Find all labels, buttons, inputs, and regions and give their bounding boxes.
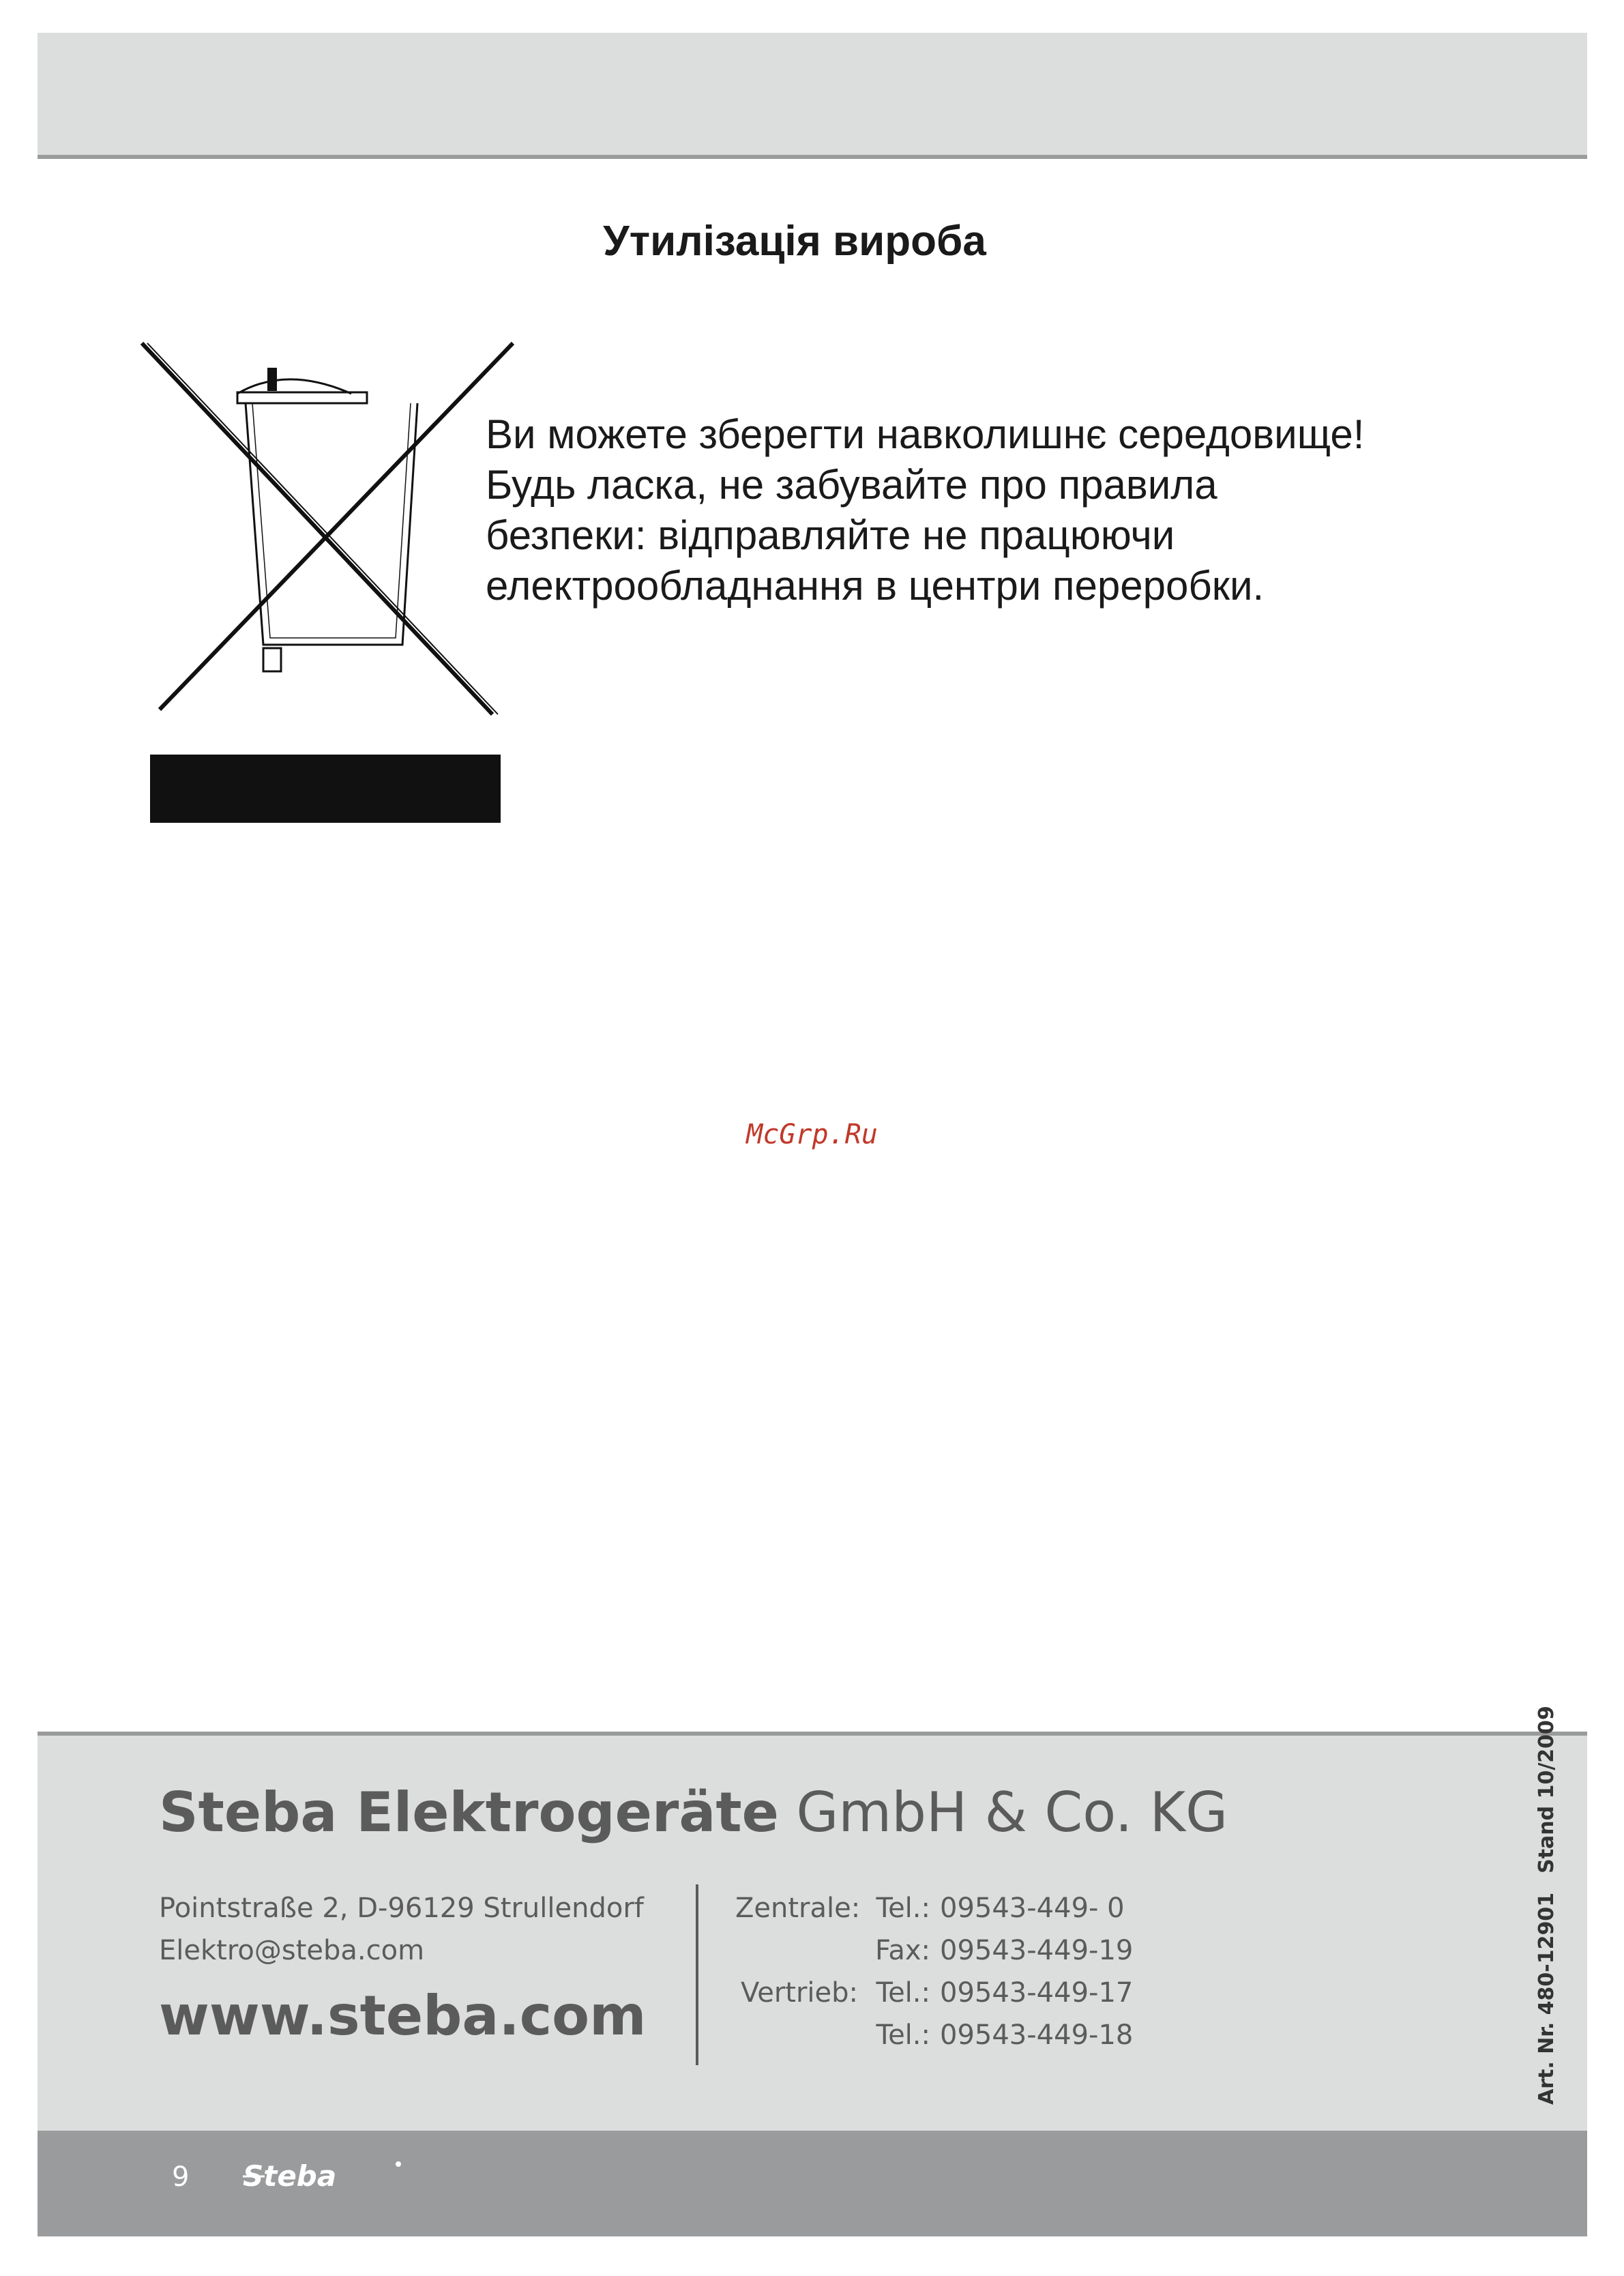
page-number: 9 (172, 2161, 190, 2193)
notice-line: електрообладнання в центри переробки. (486, 563, 1265, 609)
page-title: Утилізація вироба (603, 218, 986, 265)
weee-marking-bar (150, 755, 501, 823)
street-address: Pointstraße 2, D-96129 Strullendorf (159, 1893, 644, 1924)
contact-kind: Tel.: (876, 1977, 930, 2009)
contact-row (735, 1887, 1133, 1929)
contact-row (735, 1929, 1133, 1972)
brand-wordmark: Steba (243, 2159, 337, 2193)
email-link[interactable]: Elektro@steba.com (159, 1935, 425, 1966)
contact-label: Vertrieb: (740, 1977, 858, 2009)
fax-number: 09543-449-19 (940, 1935, 1134, 1966)
footer-divider (696, 1884, 698, 2065)
notice-line: Ви можете зберегти навколишнє середовище! (486, 411, 1365, 457)
notice-line: безпеки: відправляйте не працюючи (486, 512, 1175, 558)
recycling-notice (486, 409, 1522, 611)
contact-kind: Tel.: (876, 2019, 930, 2051)
watermark: McGrp.Ru (746, 1119, 878, 1150)
steba-logo-icon (240, 2156, 404, 2200)
article-info (1535, 1706, 1559, 2105)
company-name (159, 1781, 1228, 1844)
header-band (38, 33, 1587, 159)
article-number: Art. Nr. 480-12901 (1535, 1892, 1559, 2105)
company-name-rest: GmbH & Co. KG (796, 1781, 1228, 1844)
notice-line: Будь ласка, не забувайте про правила (486, 462, 1217, 508)
contact-numbers (735, 1887, 1133, 2056)
revision-date: Stand 10/2009 (1535, 1706, 1559, 1873)
website-link[interactable]: www.steba.com (159, 1984, 647, 2047)
company-name-bold: Steba Elektrogeräte (159, 1781, 779, 1844)
contact-row (735, 1972, 1133, 2014)
company-address (159, 1887, 644, 1972)
phone-number: 09543-449-17 (940, 1977, 1134, 2009)
contact-row (735, 2014, 1133, 2056)
contact-label: Zentrale: (735, 1893, 861, 1924)
phone-number: 09543-449-18 (940, 2019, 1134, 2051)
contact-kind: Fax: (875, 1935, 930, 1966)
contact-kind: Tel.: (876, 1893, 930, 1924)
contact-label (735, 1929, 858, 1972)
phone-number: 09543-449- 0 (940, 1893, 1125, 1924)
crossed-out-wheelie-bin-icon (136, 338, 518, 720)
contact-label (735, 2014, 858, 2056)
